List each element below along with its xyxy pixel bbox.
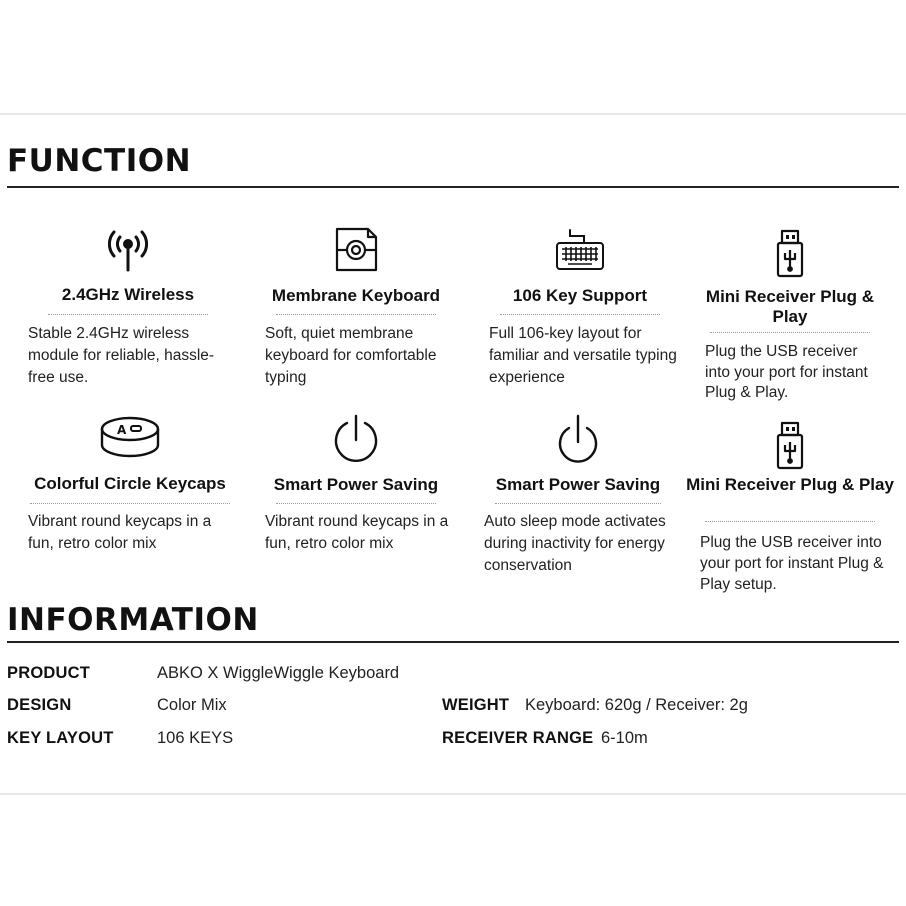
feature-title: Smart Power Saving xyxy=(495,475,661,494)
feature-circle-keycaps xyxy=(16,412,244,582)
feature-wireless xyxy=(28,222,228,402)
feature-power-saving-1 xyxy=(256,412,456,582)
feature-mini-receiver xyxy=(690,222,890,412)
weight-label: WEIGHT xyxy=(442,696,510,714)
top-divider xyxy=(0,113,906,115)
usb-receiver-icon xyxy=(764,420,816,472)
feature-description: Plug the USB receiver into your port for instant Plug & Play. xyxy=(705,343,868,401)
function-title-underline xyxy=(7,186,899,188)
information-title-underline xyxy=(7,641,899,643)
feature-power-saving-2 xyxy=(474,412,682,582)
function-title: FUNCTION xyxy=(7,143,192,179)
dotted-divider xyxy=(705,521,875,522)
feature-106-key xyxy=(480,222,680,402)
bottom-divider xyxy=(0,793,906,795)
membrane-key-icon xyxy=(330,224,382,276)
feature-title: 106 Key Support xyxy=(512,286,648,305)
feature-description: Stable 2.4GHz wireless module for reliable, hassle-free use. xyxy=(28,325,215,386)
feature-description: Full 106-key layout for familiar and versatile typing experience xyxy=(489,325,677,386)
feature-description: Soft, quiet membrane keyboard for comfortable typing xyxy=(265,325,437,386)
power-icon xyxy=(552,414,604,466)
feature-description: Vibrant round keycaps in a fun, retro color mix xyxy=(265,513,449,552)
keyboard-icon xyxy=(554,226,606,278)
wireless-signal-icon xyxy=(102,226,154,278)
dotted-divider xyxy=(48,314,208,315)
dotted-divider xyxy=(276,314,436,315)
feature-description: Plug the USB receiver into your port for instant Plug & Play setup. xyxy=(700,534,884,593)
feature-title: 2.4GHz Wireless xyxy=(61,285,195,304)
feature-title: Mini Receiver Plug & Play xyxy=(705,287,875,326)
feature-membrane xyxy=(256,222,456,402)
product-label: PRODUCT xyxy=(7,664,90,682)
dotted-divider xyxy=(500,314,660,315)
receiver-range-label: RECEIVER RANGE xyxy=(442,729,594,747)
design-label: DESIGN xyxy=(7,696,72,714)
feature-title: Membrane Keyboard xyxy=(271,286,441,305)
feature-description: Auto sleep mode activates during inactivity for energy conservation xyxy=(484,513,666,574)
dotted-divider xyxy=(30,503,231,504)
key-layout-label: KEY LAYOUT xyxy=(7,729,114,747)
feature-description: Vibrant round keycaps in a fun, retro color mix xyxy=(28,513,212,552)
feature-title: Mini Receiver Plug & Play xyxy=(686,475,894,494)
feature-mini-receiver-2 xyxy=(684,412,896,602)
usb-receiver-icon xyxy=(764,228,816,280)
information-title: INFORMATION xyxy=(7,602,259,638)
power-icon xyxy=(330,414,382,466)
weight-value: Keyboard: 620g / Receiver: 2g xyxy=(525,696,748,714)
product-value: ABKO X WiggleWiggle Keyboard xyxy=(157,664,400,682)
dotted-divider xyxy=(710,332,870,333)
round-keycap-icon xyxy=(98,414,162,466)
feature-title: Smart Power Saving xyxy=(273,475,439,494)
design-value: Color Mix xyxy=(157,696,227,714)
dotted-divider xyxy=(495,503,661,504)
receiver-range-value: 6-10m xyxy=(601,729,648,747)
svg-text:A: A xyxy=(117,423,127,437)
key-layout-value: 106 KEYS xyxy=(157,729,234,747)
dotted-divider xyxy=(276,503,436,504)
feature-title: Colorful Circle Keycaps xyxy=(34,474,226,493)
